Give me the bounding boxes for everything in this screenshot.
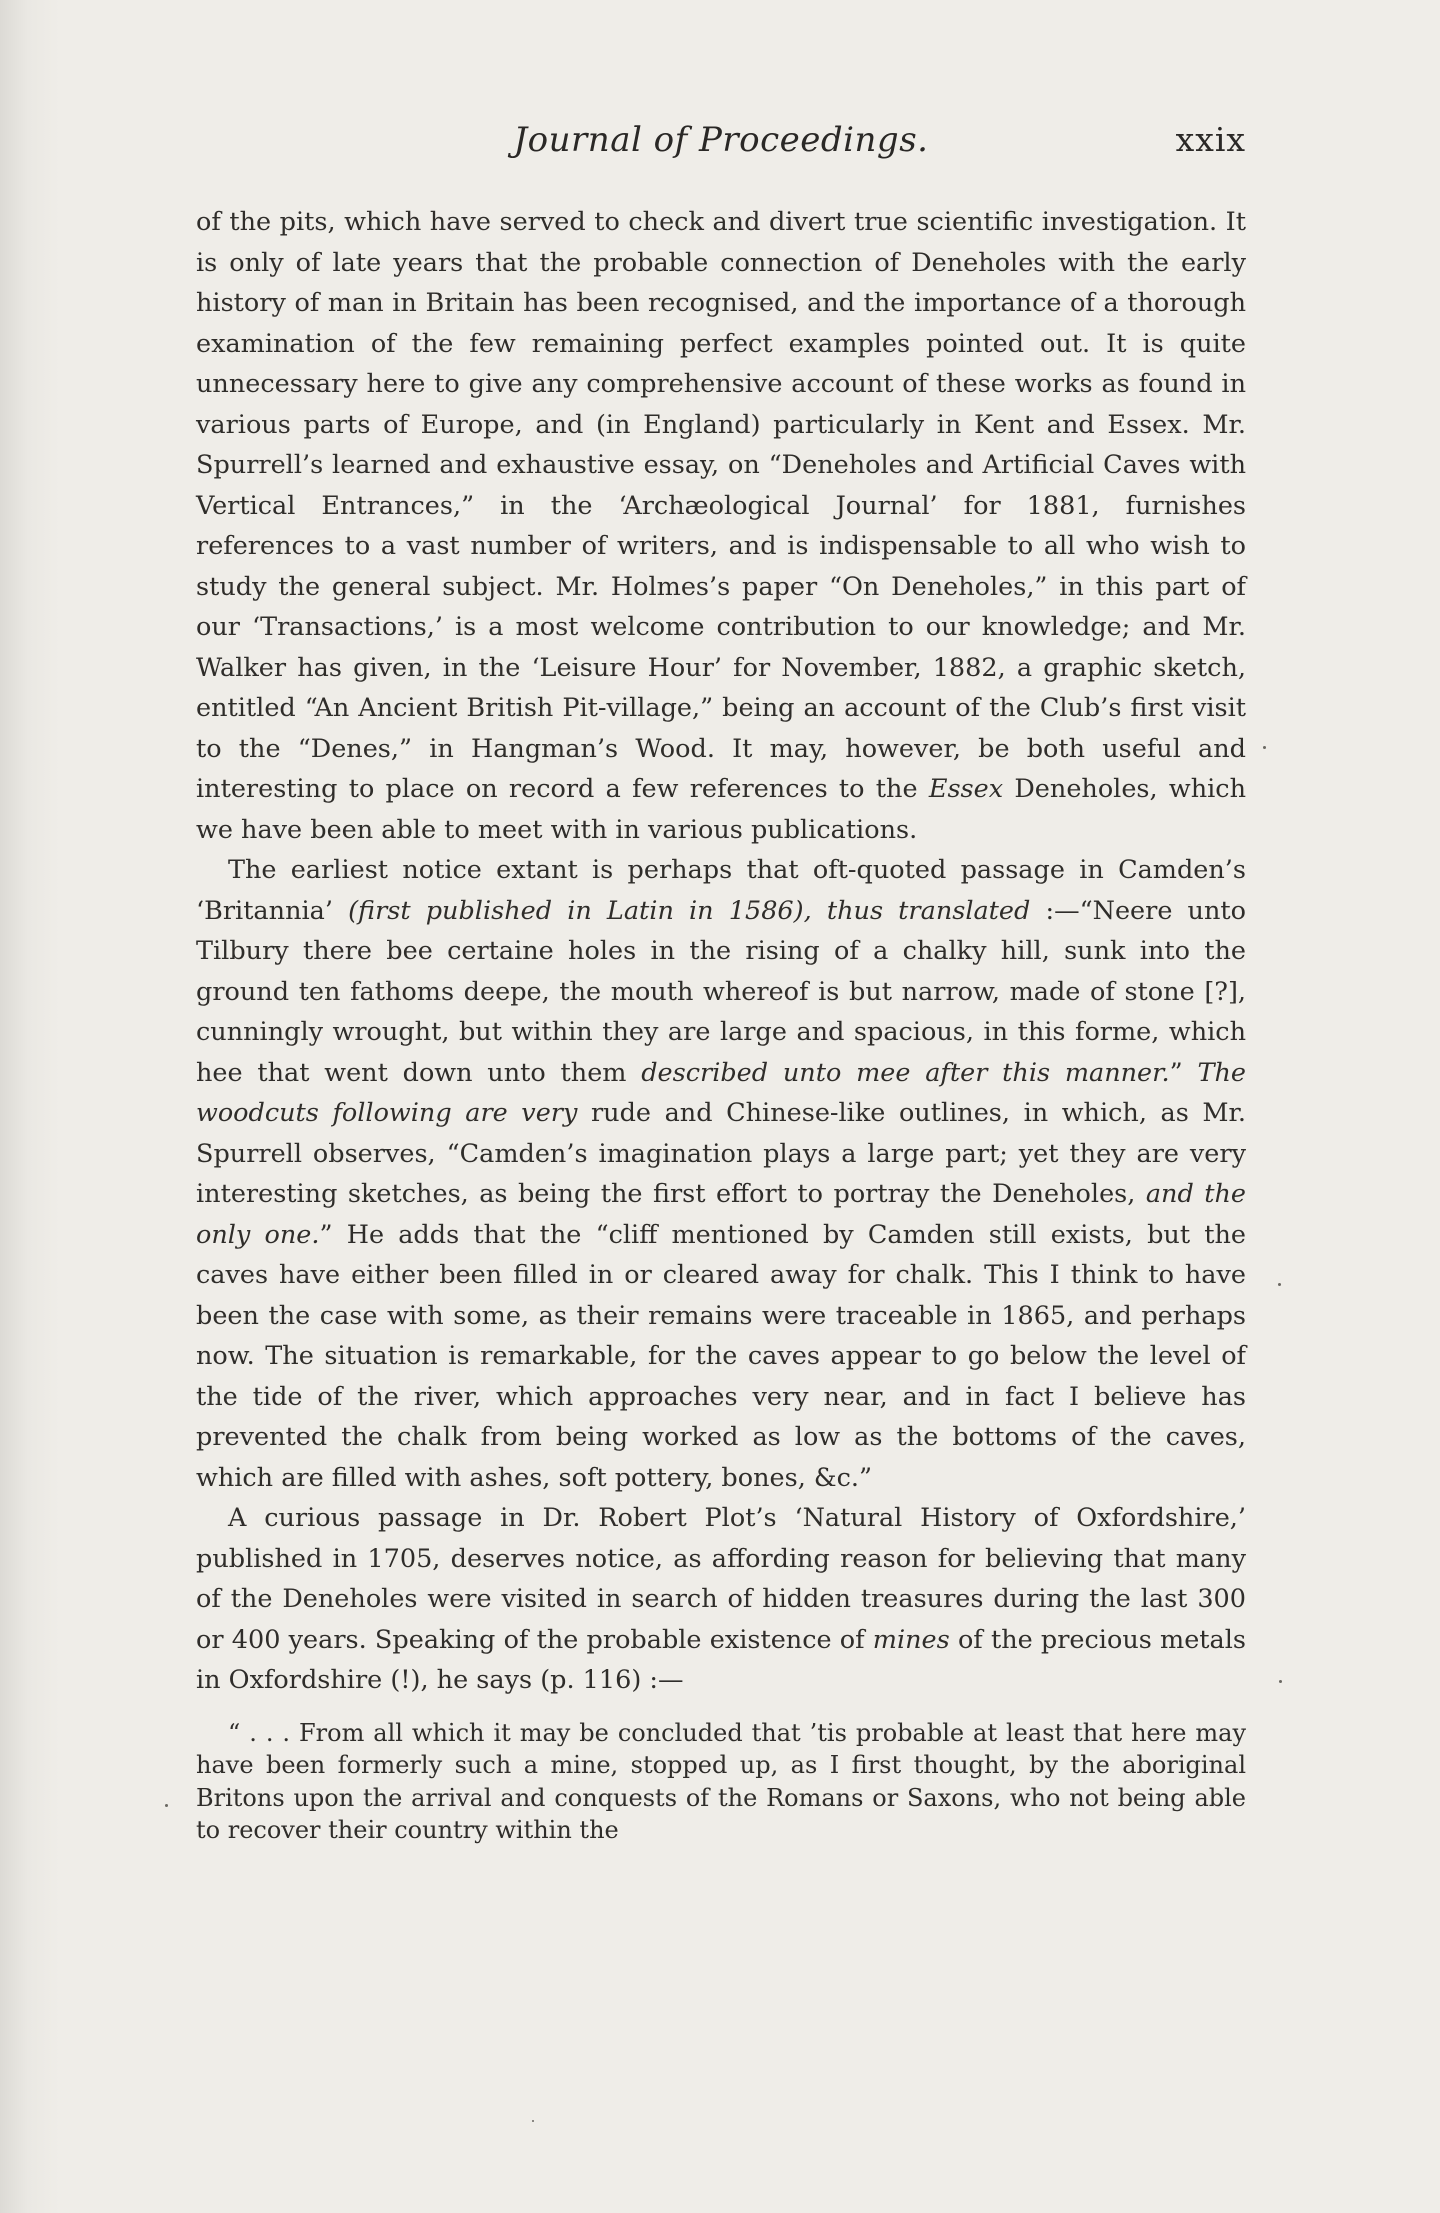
paragraph-2 (196, 850, 1246, 1498)
text-run: of the pits, which have served to check and divert true scientific investigation. It is only of late years that the probable connection of Deneholes with the early history of man in Britain has been recognised, and the importance of a thorough examination of the few remaining perfect examples pointed out. It is quite unnecessary here to give any comprehensive account of these works as found in various parts of Europe, and (in England) particularly in Kent and Essex. Mr. Spurrell’s learned and exhaustive essay, on “Deneholes and Artificial Caves with Vertical Entrances,” in the ‘Archæological Journal’ for 1881, furnishes references to a vast number of writers, and is indispensable to all who wish to study the general subject. Mr. Holmes’s paper “On Deneholes,” in this part of our ‘Transactions,’ is a most welcome contribution to our knowledge; and Mr. Walker has given, in the ‘Leisure Hour’ for November, 1882, a graphic sketch, entitled “An Ancient British Pit-village,” being an account of the Club’s first visit to the “Denes,” in Hangman’s Wood. It may, however, be both useful and interesting to place on record a few references to the (196, 207, 1246, 804)
paper-speck (532, 2120, 534, 2122)
block-quote: “ . . . From all which it may be concluded that ’tis probable at least that here may have been formerly such a mine, stopped up, as I first thought, by the aboriginal Britons upon the arrival and conquests of the Romans or Saxons, who not being able to recover their country within the (196, 1718, 1246, 1844)
text-run: The earliest notice extant is perhaps that oft-quoted passage in Camden’s ‘Britannia’ (196, 855, 1246, 926)
paper-speck (1278, 1283, 1281, 1286)
italic-text-run: Essex (928, 774, 1004, 804)
italic-text-run: described unto mee after this manner. (641, 1057, 1170, 1088)
text-run: ” He adds that the “cliff mentioned by Camden still exists, but the caves have either been filled in or cleared away for chalk. This I think to have been the case with some, as their remains were traceable in 1865, and perhaps now. The situation is remarkable, for the caves appear to go below the level of the tide of the river, which approaches very near, and in fact I believe has prevented the chalk from being worked as low as the bottoms of the caves, which are filled with ashes, soft pottery, bones, &c.” (196, 1219, 1247, 1493)
italic-text-run: mines (872, 1624, 950, 1655)
page-number: xxix (1175, 120, 1246, 159)
running-header (196, 120, 1246, 176)
paper-speck (1279, 1680, 1282, 1683)
body-text (196, 202, 1246, 1871)
italic-text-run: and the only one. (196, 1179, 1247, 1250)
text-run: ” (1169, 1057, 1198, 1088)
text-run: Deneholes, which we have been able to meet with in various publications. (196, 774, 1246, 845)
italic-text-run: (first published in Latin in 1586), thus translated (348, 895, 1031, 926)
text-run: :—“Neere unto Tilbury there bee certaine holes in the rising of a chalky hill, sunk into the ground ten fathoms deepe, the mouth whereof is but narrow, made of stone [?], cunningly wrought, but within they are large and spacious, in this forme, which hee that went down unto them (196, 895, 1247, 1088)
running-title: Journal of Proceedings. (513, 120, 929, 160)
italic-text-run: The woodcuts following are very (196, 1057, 1246, 1128)
paragraph-1 (196, 202, 1246, 850)
text-run: of the precious metals in Oxfordshire (!), he says (p. 116) :— (196, 1624, 1246, 1695)
paper-speck (165, 1804, 168, 1807)
text-run: rude and Chinese-like outlines, in which, as Mr. Spurrell observes, “Camden’s imagination plays a large part; yet they are very interesting sketches, as being the first effort to portray the Deneholes, (196, 1098, 1247, 1209)
paragraph-3 (196, 1498, 1246, 1701)
text-run: A curious passage in Dr. Robert Plot’s ‘Natural History of Oxfordshire,’ published in 1705, deserves notice, as affording reason for believing that many of the Deneholes were visited in search of hidden treasures during the last 300 or 400 years. Speaking of the probable existence of (196, 1503, 1246, 1655)
paper-speck (1263, 746, 1266, 749)
